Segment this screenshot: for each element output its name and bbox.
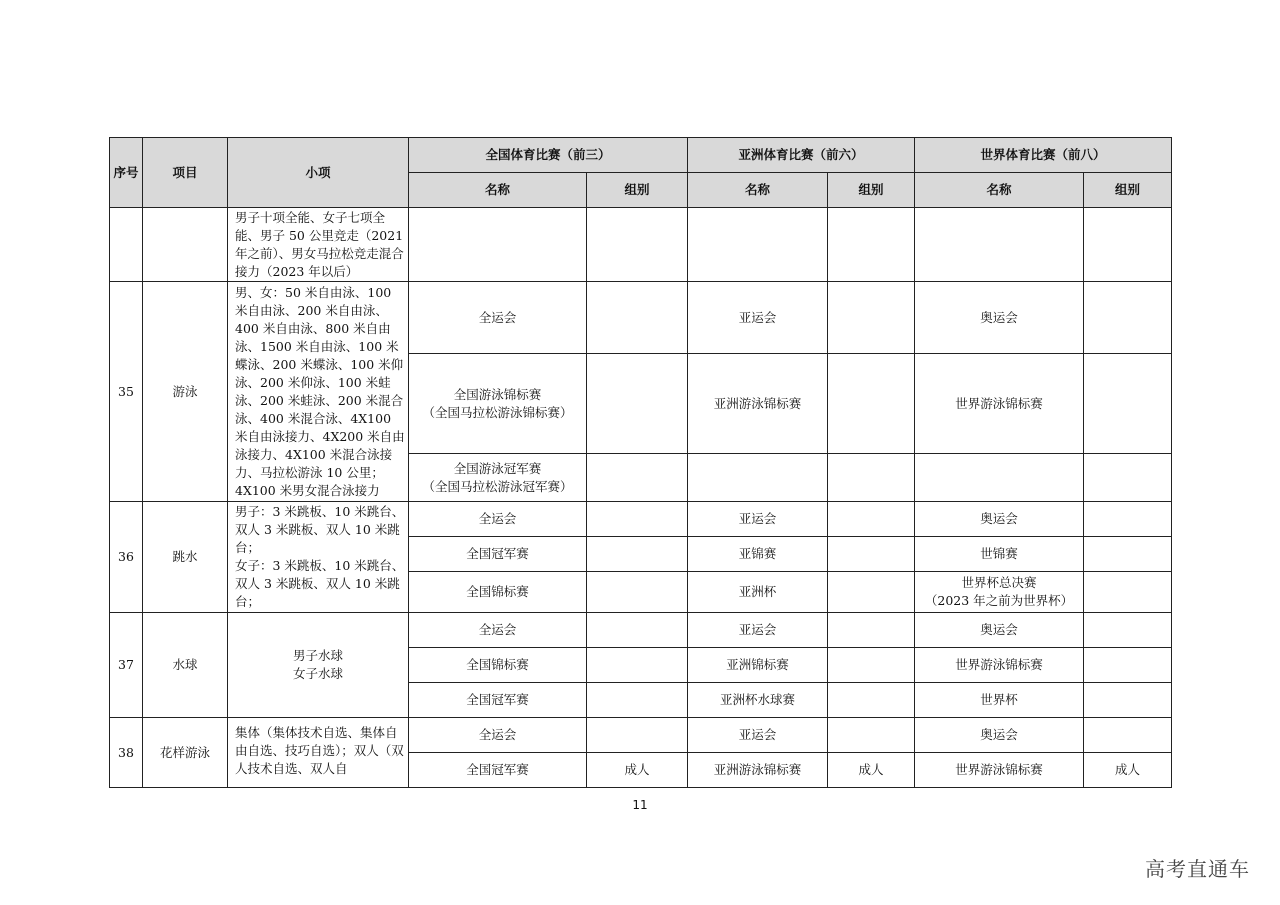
- table-cell: [1084, 208, 1172, 282]
- asian-comp-cell: 亚运会: [688, 613, 828, 648]
- header-sub-event: 小项: [228, 138, 409, 208]
- world-group-cell: [1084, 718, 1172, 753]
- sub-event-cell: 男、女：50 米自由泳、100 米自由泳、200 米自由泳、400 米自由泳、800 米自由泳、1500 米自由泳、100 米蝶泳、200 米蝶泳、100 米仰泳、200 米仰泳、100 米蛙泳、200 米蛙泳、200 米混合泳、400 米混合泳、4X100 米自由泳接力、4X200 米自由泳接力、4X100 米混合泳接力、马拉松游泳 10 公里；4X100 米男女混合泳接力: [228, 282, 409, 502]
- world-comp-cell: 世界游泳锦标赛: [915, 648, 1084, 683]
- sub-event-text: 男子：3 米跳板、10 米跳台、双人 3 米跳板、双人 10 米跳台； 女子：3 米跳板、10 米跳台、双人 3 米跳板、双人 10 米跳台；: [235, 504, 405, 609]
- national-comp-cell: [409, 354, 587, 454]
- world-comp-cell: 奥运会: [915, 613, 1084, 648]
- table-cell: [828, 648, 915, 683]
- seq-cell: 36: [110, 502, 143, 613]
- sub-event-cell: [228, 502, 409, 613]
- asian-group-cell: [828, 718, 915, 753]
- table-cell: [828, 454, 915, 502]
- table-cell: [828, 572, 915, 613]
- table-cell: [110, 208, 143, 282]
- header-world-group: 组别: [1084, 173, 1172, 208]
- asian-comp-cell: [688, 454, 828, 502]
- world-comp-cell: 世界游泳锦标赛: [915, 753, 1084, 788]
- seq-cell: 37: [110, 613, 143, 718]
- national-comp-cell: [409, 454, 587, 502]
- header-national-group: 组别: [587, 173, 688, 208]
- table-cell: [915, 208, 1084, 282]
- seq-cell: 38: [110, 718, 143, 788]
- table-cell: [1084, 354, 1172, 454]
- national-group-cell: [587, 718, 688, 753]
- event-cell: 水球: [143, 613, 228, 718]
- sub-event-cell: 男子十项全能、女子七项全能、男子 50 公里竞走（2021 年之前）、男女马拉松竞走混合接力（2023 年以后）: [228, 208, 409, 282]
- table-cell: [1084, 683, 1172, 718]
- event-cell: 游泳: [143, 282, 228, 502]
- sports-table: [109, 137, 1172, 788]
- table-cell: [828, 537, 915, 572]
- table-cell: [587, 572, 688, 613]
- world-comp-cell: 奥运会: [915, 282, 1084, 354]
- table-cell: [828, 208, 915, 282]
- table-cell: [1084, 502, 1172, 537]
- seq-cell: 35: [110, 282, 143, 502]
- table-cell: [143, 208, 228, 282]
- national-comp-cell: 全国锦标赛: [409, 648, 587, 683]
- event-cell: 花样游泳: [143, 718, 228, 788]
- table-cell: [409, 208, 587, 282]
- table-cell: [587, 648, 688, 683]
- table-cell: [587, 613, 688, 648]
- world-comp-cell: 世界游泳锦标赛: [915, 354, 1084, 454]
- header-event: 项目: [143, 138, 228, 208]
- asian-group-cell: 成人: [828, 753, 915, 788]
- asian-comp-cell: 亚锦赛: [688, 537, 828, 572]
- asian-comp-cell: 亚运会: [688, 718, 828, 753]
- national-comp-cell: 全国冠军赛: [409, 753, 587, 788]
- world-comp-cell: 世界杯: [915, 683, 1084, 718]
- watermark-text: 高考直通车: [1145, 857, 1250, 881]
- table-cell: [1084, 572, 1172, 613]
- asian-comp-cell: 亚运会: [688, 282, 828, 354]
- asian-comp-cell: 亚洲杯水球赛: [688, 683, 828, 718]
- table-cell: [828, 683, 915, 718]
- table-cell: [828, 613, 915, 648]
- header-asian-name: 名称: [688, 173, 828, 208]
- header-national-name: 名称: [409, 173, 587, 208]
- header-national: 全国体育比赛（前三）: [409, 138, 688, 173]
- sub-event-text: 男子水球 女子水球: [292, 648, 343, 681]
- national-comp-cell: 全国锦标赛: [409, 572, 587, 613]
- table-cell: [1084, 648, 1172, 683]
- table-cell: [1084, 282, 1172, 354]
- table-cell: [1084, 613, 1172, 648]
- national-comp-cell: 全运会: [409, 282, 587, 354]
- table-cell: [1084, 454, 1172, 502]
- asian-comp-cell: 亚洲游泳锦标赛: [688, 354, 828, 454]
- header-world: 世界体育比赛（前八）: [915, 138, 1172, 173]
- table-cell: [828, 282, 915, 354]
- sub-event-cell: [228, 613, 409, 718]
- table-cell: [587, 683, 688, 718]
- comp-name: 世界杯总决赛 （2023 年之前为世界杯）: [924, 575, 1074, 608]
- national-comp-cell: 全国冠军赛: [409, 683, 587, 718]
- table-cell: [688, 208, 828, 282]
- asian-comp-cell: 亚洲锦标赛: [688, 648, 828, 683]
- header-asian-group: 组别: [828, 173, 915, 208]
- asian-comp-cell: 亚运会: [688, 502, 828, 537]
- header-world-name: 名称: [915, 173, 1084, 208]
- national-group-cell: 成人: [587, 753, 688, 788]
- table-cell: [828, 502, 915, 537]
- table-cell: [587, 354, 688, 454]
- table-cell: [587, 282, 688, 354]
- table-cell: [1084, 537, 1172, 572]
- table-cell: [587, 537, 688, 572]
- national-comp-cell: 全运会: [409, 718, 587, 753]
- national-comp-cell: 全运会: [409, 613, 587, 648]
- table-cell: [587, 208, 688, 282]
- asian-comp-cell: 亚洲杯: [688, 572, 828, 613]
- comp-name: 全国游泳冠军赛 （全国马拉松游泳冠军赛）: [422, 460, 573, 494]
- sub-event-cell: 集体（集体技术自选、集体自由自选、技巧自选）；双人（双人技术自选、双人自: [228, 718, 409, 788]
- world-comp-cell: [915, 454, 1084, 502]
- world-comp-cell: 世锦赛: [915, 537, 1084, 572]
- world-group-cell: 成人: [1084, 753, 1172, 788]
- world-comp-cell: [915, 572, 1084, 613]
- page-number: 11: [632, 798, 648, 812]
- comp-name: 全国游泳锦标赛 （全国马拉松游泳锦标赛）: [422, 386, 573, 420]
- world-comp-cell: 奥运会: [915, 502, 1084, 537]
- header-asian: 亚洲体育比赛（前六）: [688, 138, 915, 173]
- table-cell: [587, 454, 688, 502]
- header-seq: 序号: [110, 138, 143, 208]
- national-comp-cell: 全国冠军赛: [409, 537, 587, 572]
- asian-comp-cell: 亚洲游泳锦标赛: [688, 753, 828, 788]
- national-comp-cell: 全运会: [409, 502, 587, 537]
- event-cell: 跳水: [143, 502, 228, 613]
- table-cell: [828, 354, 915, 454]
- world-comp-cell: 奥运会: [915, 718, 1084, 753]
- table-cell: [587, 502, 688, 537]
